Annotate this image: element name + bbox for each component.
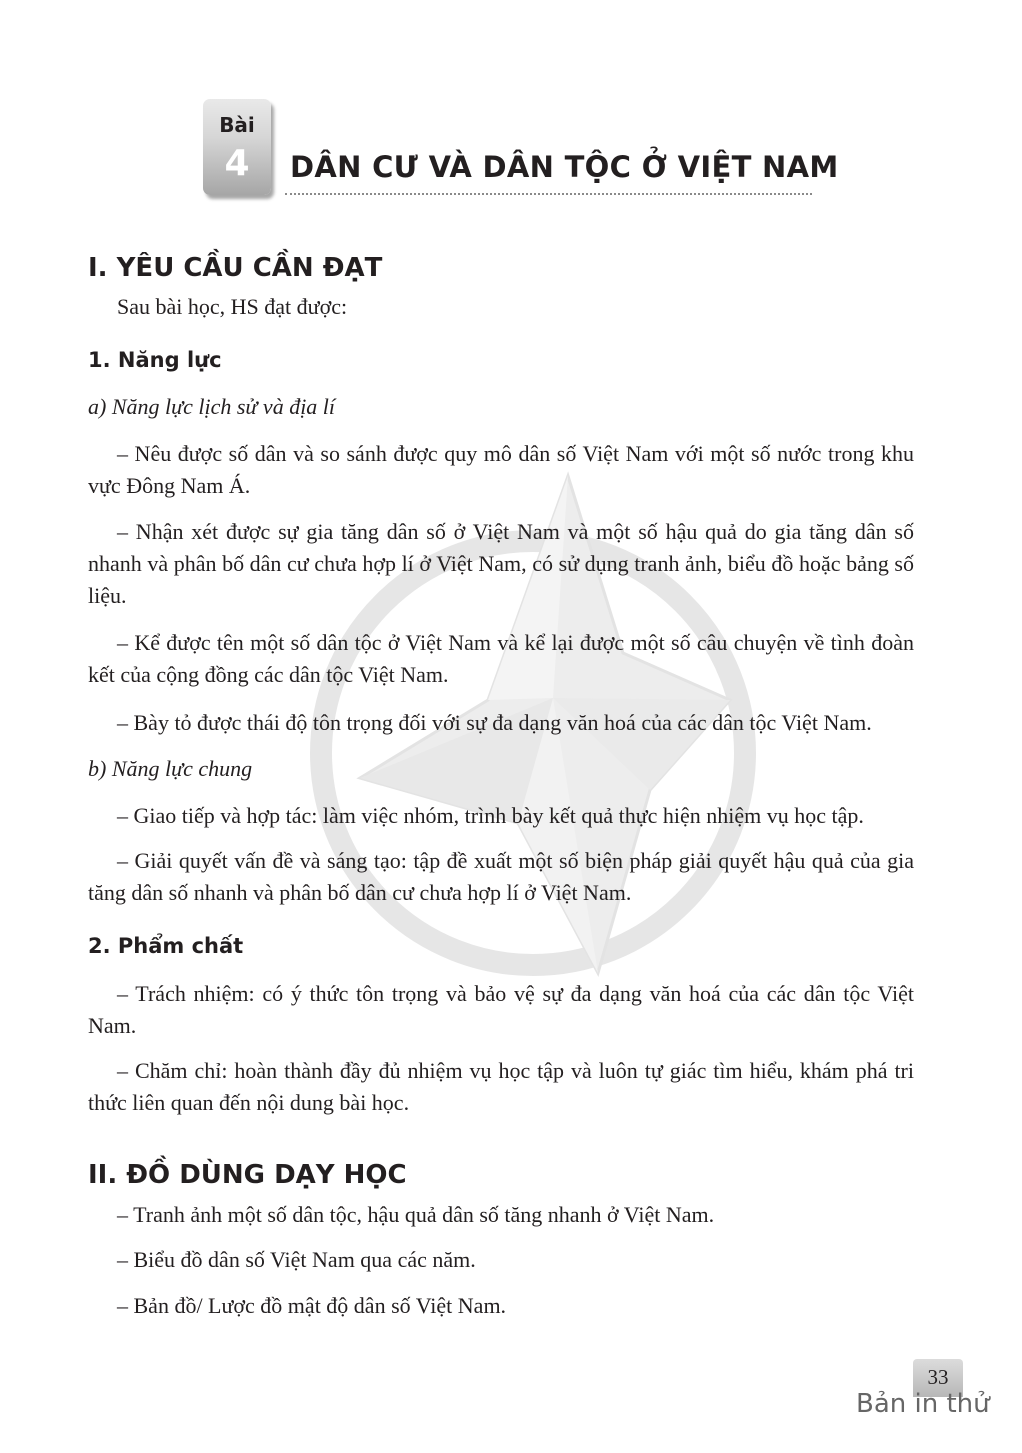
list-item: – Bản đồ/ Lược đồ mật độ dân số Việt Nam. — [117, 1293, 507, 1318]
list-item: – Trách nhiệm: có ý thức tôn trọng và bảo vệ sự đa dạng văn hoá của các dân tộc Việt Nam. — [88, 981, 914, 1038]
list-item: – Giải quyết vấn đề và sáng tạo: tập đề xuất một số biện pháp giải quyết hậu quả của gia tăng dân số nhanh và phân bố dân cư chưa hợp lí ở Việt Nam. — [88, 848, 914, 905]
list-item: – Tranh ảnh một số dân tộc, hậu quả dân số tăng nhanh ở Việt Nam. — [117, 1202, 715, 1227]
proof-label: Bản in thử — [856, 1389, 990, 1419]
list-item: – Giao tiếp và hợp tác: làm việc nhóm, trình bày kết quả thực hiện nhiệm vụ học tập. — [117, 803, 864, 828]
lesson-label: Bài — [219, 113, 255, 137]
list-item: – Nhận xét được sự gia tăng dân số ở Việt Nam và một số hậu quả do gia tăng dân số nhanh và phân bố dân cư chưa hợp lí ở Việt Nam, có sử dụng tranh ảnh, biểu đồ hoặc bảng số liệu. — [88, 519, 914, 608]
section-1-heading: I. YÊU CẦU CẦN ĐẠT — [88, 253, 383, 283]
list-item: – Nêu được số dân và so sánh được quy mô dân số Việt Nam với một số nước trong khu vực Đông Nam Á. — [88, 441, 914, 498]
lesson-title: DÂN CƯ VÀ DÂN TỘC Ở VIỆT NAM — [290, 150, 839, 184]
lesson-badge — [203, 99, 271, 195]
list-item: – Kể được tên một số dân tộc ở Việt Nam và kể lại được một số câu chuyện về tình đoàn kết của cộng đồng các dân tộc Việt Nam. — [88, 630, 914, 687]
section-2-heading: II. ĐỒ DÙNG DẠY HỌC — [88, 1160, 407, 1190]
subsection-a-heading: a) Năng lực lịch sử và địa lí — [88, 394, 336, 419]
lesson-number: 4 — [224, 143, 250, 184]
list-item: – Bày tỏ được thái độ tôn trọng đối với sự đa dạng văn hoá của các dân tộc Việt Nam. — [117, 710, 872, 735]
section-1-intro: Sau bài học, HS đạt được: — [117, 294, 348, 319]
page-number: 33 — [927, 1365, 949, 1389]
part-1-heading: 1. Năng lực — [88, 348, 222, 372]
list-item: – Chăm chỉ: hoàn thành đầy đủ nhiệm vụ học tập và luôn tự giác tìm hiểu, khám phá tri thức liên quan đến nội dung bài học. — [88, 1058, 914, 1115]
subsection-b-heading: b) Năng lực chung — [88, 756, 253, 781]
title-divider — [285, 193, 812, 195]
part-2-heading: 2. Phẩm chất — [88, 934, 244, 958]
list-item: – Biểu đồ dân số Việt Nam qua các năm. — [117, 1247, 476, 1272]
